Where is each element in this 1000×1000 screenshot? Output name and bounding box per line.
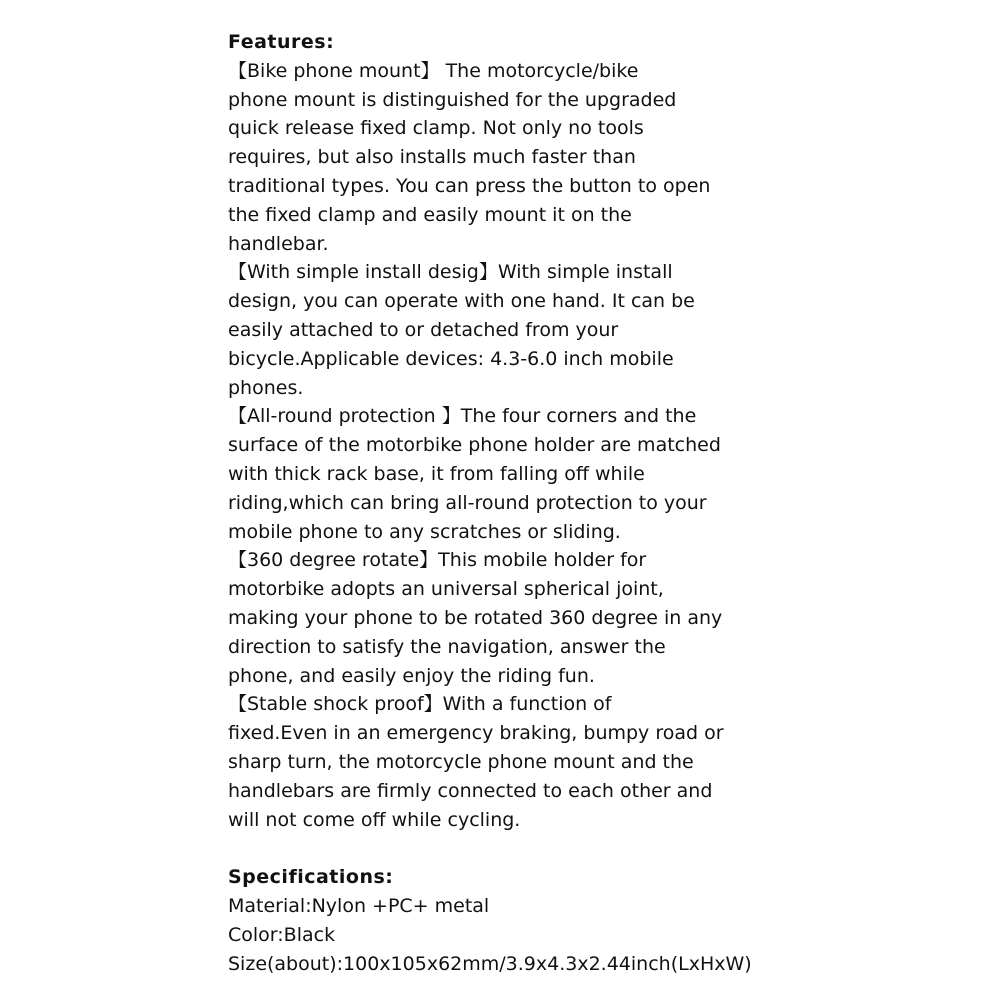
feature-line: easily attached to or detached from your	[228, 318, 619, 341]
spec-material: Material:Nylon +PC+ metal	[228, 894, 490, 917]
feature-line: design, you can operate with one hand. It can be	[228, 290, 695, 313]
feature-line: 【With simple install desig】With simple install	[228, 261, 673, 284]
feature-line: fixed.Even in an emergency braking, bumpy road or	[228, 722, 724, 745]
feature-line: phone, and easily enjoy the riding fun.	[228, 664, 595, 687]
feature-line: handlebars are firmly connected to each other and	[228, 779, 713, 802]
feature-line: surface of the motorbike phone holder are matched	[228, 434, 721, 457]
feature-line: requires, but also installs much faster than	[228, 146, 636, 169]
feature-line: quick release fixed clamp. Not only no tools	[228, 117, 644, 140]
feature-line: 【Bike phone mount】 The motorcycle/bike	[228, 59, 639, 82]
feature-line: phone mount is distinguished for the upgraded	[228, 88, 677, 111]
spec-color: Color:Black	[228, 923, 336, 946]
feature-line: with thick rack base, it from falling off while	[228, 462, 645, 485]
feature-line: traditional types. You can press the button to open	[228, 174, 711, 197]
feature-line: mobile phone to any scratches or sliding.	[228, 520, 621, 543]
feature-line: making your phone to be rotated 360 degree in any	[228, 606, 723, 629]
section-spacer	[228, 834, 728, 863]
product-description	[228, 28, 752, 978]
feature-line: riding,which can bring all-round protection to your	[228, 491, 707, 514]
feature-line: 【All-round protection 】The four corners and the	[228, 405, 697, 428]
feature-line: the fixed clamp and easily mount it on the	[228, 203, 632, 226]
features-heading: Features:	[228, 31, 335, 53]
feature-line: handlebar.	[228, 232, 329, 255]
feature-line: motorbike adopts an universal spherical joint,	[228, 578, 664, 601]
feature-line: direction to satisfy the navigation, answer the	[228, 635, 666, 658]
feature-line: 【360 degree rotate】This mobile holder for	[228, 549, 647, 572]
specifications-body	[228, 892, 752, 978]
feature-line: will not come off while cycling.	[228, 808, 521, 831]
features-body	[228, 57, 728, 835]
feature-line: bicycle.Applicable devices: 4.3-6.0 inch mobile	[228, 347, 674, 370]
specifications-heading: Specifications:	[228, 866, 394, 889]
feature-line: phones.	[228, 376, 304, 399]
feature-line: 【Stable shock proof】With a function of	[228, 693, 612, 716]
spec-size: Size(about):100x105x62mm/3.9x4.3x2.44inch(LxHxW)	[228, 952, 752, 975]
feature-line: sharp turn, the motorcycle phone mount and the	[228, 750, 694, 773]
